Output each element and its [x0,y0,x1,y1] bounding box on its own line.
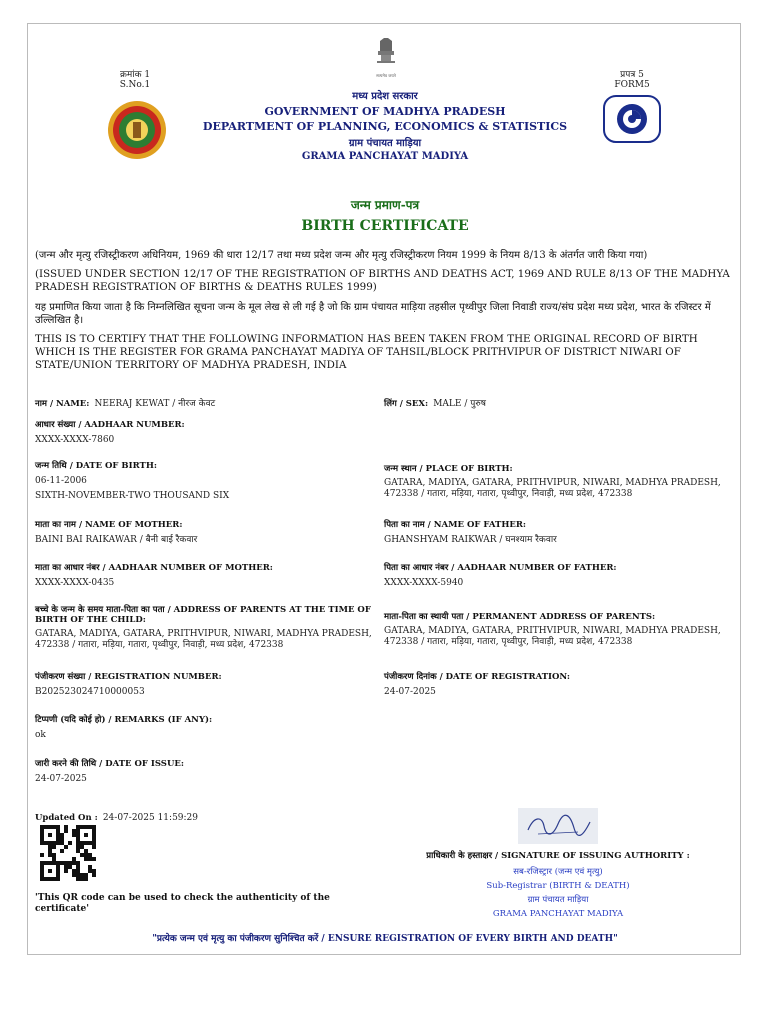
census-logo-icon [603,95,661,147]
field-mother-aadhaar [35,562,375,589]
panchayat-english-header: GRAMA PANCHAYAT MADIYA [301,151,469,162]
regdate-label: पंजीकरण दिनांक / DATE OF REGISTRATION: [384,672,571,682]
certify-english: THIS IS TO CERTIFY THAT THE FOLLOWING INFORMATION HAS BEEN TAKEN FROM THE ORIGINAL RECORD OF BIRTH WHICH IS THE REGISTER FOR GRAMA PANCHAYAT MADIYA OF TAHSIL/BLOCK PRITHVIPUR OF DISTRICT NIWARI OF STATE/UNION TERRITORY OF MADHYA PRADESH, INDIA [35,333,698,371]
name-value: NEERAJ KEWAT / नीरज केवट [94,399,216,409]
department-title: DEPARTMENT OF PLANNING, ECONOMICS & STATISTICS [202,120,568,133]
sno-hindi: क्रमांक 1 [119,70,151,80]
addr-perm-value: GATARA, MADIYA, GATARA, PRITHVIPUR, NIWARI, MADHYA PRADESH, 472338 / गतारा, मड़िया, गतारा, पृथ्वीपुर, निवाड़ी, मध्य प्रदेश, 472338 [384,626,721,647]
panchayat-hindi-header: ग्राम पंचायत माड़िया [348,138,422,149]
sub-registrar-hindi: सब-रजिस्ट्रार (जन्म एवं मृत्यु) [513,867,603,877]
serial-number [108,67,162,90]
state-govt-hindi: मध्य प्रदेश सरकार [352,91,418,102]
updated-on [35,805,198,824]
sub-registrar-english: Sub-Registrar (BIRTH & DEATH) [486,881,630,891]
father-label: पिता का नाम / NAME OF FATHER: [384,520,527,530]
father-value: GHANSHYAM RAIKWAR / घनश्याम रैकवार [384,535,557,545]
title-hindi: जन्म प्रमाण-पत्र [350,198,420,212]
mother-aadhaar-label: माता का आधार नंबर / AADHAAR NUMBER OF MOTHER: [35,563,273,573]
signature-image [518,808,598,844]
govt-english: GOVERNMENT OF MADHYA PRADESH [264,105,506,118]
addr-birth-value: GATARA, MADIYA, GATARA, PRITHVIPUR, NIWARI, MADHYA PRADESH, 472338 / गतारा, मड़िया, गतारा, पृथ्वीपुर, निवाड़ी, मध्य प्रदेश, 472338 [35,629,372,650]
updated-label: Updated On : [35,813,98,823]
pob-value: GATARA, MADIYA, GATARA, PRITHVIPUR, NIWARI, MADHYA PRADESH, 472338 / गतारा, मड़िया, गतारा, पृथ्वीपुर, निवाड़ी, मध्य प्रदेश, 472338 [384,478,721,499]
field-mother-name [35,519,375,546]
field-permanent-address [384,611,729,648]
mother-label: माता का नाम / NAME OF MOTHER: [35,520,183,530]
form-hindi: प्रपत्र 5 [620,70,644,80]
field-name [35,391,375,410]
national-emblem-icon [370,37,402,79]
signature-label: प्राधिकारी के हस्ताक्षर / SIGNATURE OF ISSUING AUTHORITY : [426,851,690,861]
form-english: FORM5 [614,80,650,90]
mother-aadhaar-value: XXXX-XXXX-0435 [35,578,115,588]
mother-value: BAINI BAI RAIKAWAR / बैनी बाई रैकवार [35,535,198,545]
sex-label: लिंग / SEX: [384,399,429,409]
regdate-value: 24-07-2025 [384,687,436,697]
addr-birth-label: बच्चे के जन्म के समय माता-पिता का पता / ADDRESS OF PARENTS AT THE TIME OF BIRTH OF THE CHILD: [35,605,371,625]
field-remarks [35,714,375,741]
pob-label: जन्म स्थान / PLACE OF BIRTH: [384,464,513,474]
authority-panchayat-hindi: ग्राम पंचायत माड़िया [527,895,589,905]
regno-value: B202523024710000053 [35,687,145,697]
updated-value: 24-07-2025 11:59:29 [102,813,199,823]
dob-value: 06-11-2006 [35,476,87,486]
issue-value: 24-07-2025 [35,774,87,784]
field-registration-number [35,671,375,698]
registration-slogan: "प्रत्येक जन्म एवं मृत्यु का पंजीकरण सुनिश्चित करें / ENSURE REGISTRATION OF EVERY BIRTH AND DEATH" [152,934,618,944]
title-english: BIRTH CERTIFICATE [301,218,469,234]
field-date-of-issue [35,758,375,785]
addr-perm-label: माता-पिता का स्थायी पता / PERMANENT ADDRESS OF PARENTS: [384,612,656,622]
issued-under-hindi: (जन्म और मृत्यु रजिस्ट्रीकरण अधिनियम, 1969 की धारा 12/17 तथा मध्य प्रदेश जन्म और मृत्यु रजिस्ट्रीकरण नियम 1999 के नियम 8/13 के अंतर्गत जारी किया गया) [35,250,648,261]
remarks-value: ok [35,730,46,740]
aadhaar-value: XXXX-XXXX-7860 [35,435,115,445]
field-registration-date [384,671,724,698]
field-father-name [384,519,724,546]
mp-state-seal-icon [107,100,167,164]
dob-words: SIXTH-NOVEMBER-TWO THOUSAND SIX [35,491,230,501]
field-address-at-birth [35,605,380,651]
father-aadhaar-value: XXXX-XXXX-5940 [384,578,464,588]
name-label: नाम / NAME: [35,399,90,409]
regno-label: पंजीकरण संख्या / REGISTRATION NUMBER: [35,672,222,682]
qr-code[interactable] [40,825,96,881]
emblem-caption: सत्यमेव जयते [376,73,396,78]
remarks-label: टिप्पणी (यदि कोई हो) / REMARKS (IF ANY): [35,715,213,725]
qr-note: 'This QR code can be used to check the authenticity of the certificate' [35,893,330,914]
sex-value: MALE / पुरुष [433,399,486,409]
field-place-of-birth [384,463,729,500]
authority-panchayat-english: GRAMA PANCHAYAT MADIYA [492,909,624,919]
dob-label: जन्म तिथि / DATE OF BIRTH: [35,461,157,471]
field-sex [384,391,724,410]
aadhaar-label: आधार संख्या / AADHAAR NUMBER: [35,420,185,430]
father-aadhaar-label: पिता का आधार नंबर / AADHAAR NUMBER OF FATHER: [384,563,617,573]
issue-label: जारी करने की तिथि / DATE OF ISSUE: [35,759,184,769]
certify-hindi: यह प्रमाणित किया जाता है कि निम्नलिखित सूचना जन्म के मूल लेख से ली गई है जो कि ग्राम पंचायत माड़िया तहसील पृथ्वीपुर जिला निवाडी राज्य/संघ प्रदेश मध्य प्रदेश, भारत के रजिस्टर में उल्लिखित है। [35,302,711,326]
issued-under-english: (ISSUED UNDER SECTION 12/17 OF THE REGISTRATION OF BIRTHS AND DEATHS ACT, 1969 AND RULE 8/13 OF THE MADHYA PRADESH REGISTRATION OF BIRTHS & DEATHS RULES 1999) [35,268,730,293]
form-number [604,67,660,90]
field-father-aadhaar [384,562,724,589]
sno-english: S.No.1 [119,80,151,90]
field-aadhaar [35,419,375,446]
field-dob [35,460,375,502]
